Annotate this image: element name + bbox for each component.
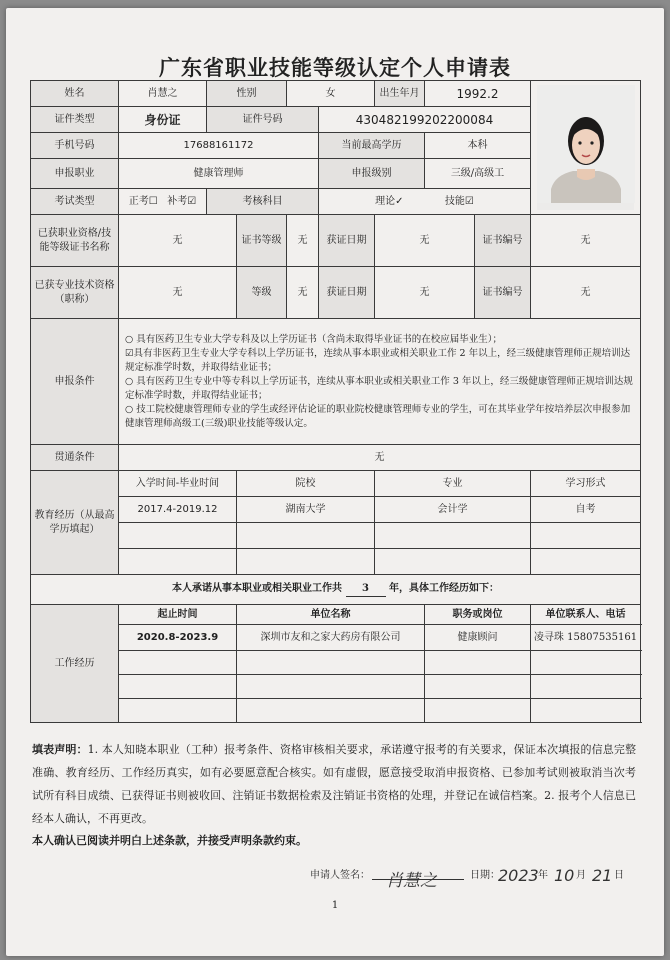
work-history-label: 工作经历 bbox=[31, 605, 119, 723]
work-empty-cell bbox=[119, 651, 237, 675]
commitment-years: 3 bbox=[346, 582, 386, 597]
education-level-value: 本科 bbox=[425, 133, 531, 159]
education-header: 院校 bbox=[237, 471, 375, 497]
work-empty-cell bbox=[425, 675, 531, 699]
professional-title-label: 已获专业技术资格（职称） bbox=[31, 267, 119, 319]
signature-label: 申请人签名： bbox=[310, 870, 370, 881]
qualification-cert-name: 无 bbox=[119, 215, 237, 267]
education-header: 入学时间-毕业时间 bbox=[119, 471, 237, 497]
declaration-head: 填表声明： bbox=[32, 743, 88, 756]
professional-level-label: 等级 bbox=[237, 267, 287, 319]
education-mode: 自考 bbox=[531, 497, 641, 523]
professional-date-label: 获证日期 bbox=[319, 267, 375, 319]
education-empty-cell bbox=[531, 523, 641, 549]
through-label: 贯通条件 bbox=[31, 445, 119, 471]
subject-label: 考核科目 bbox=[207, 189, 319, 215]
education-school: 湖南大学 bbox=[237, 497, 375, 523]
education-empty-cell bbox=[237, 549, 375, 575]
commitment-line bbox=[31, 575, 641, 605]
phone-value: 17688161172 bbox=[119, 133, 319, 159]
date-month: 10 bbox=[554, 866, 575, 885]
education-level-label: 当前最高学历 bbox=[319, 133, 425, 159]
condition-item: ○ 具有医药卫生专业大学专科及以上学历证书（含尚未取得毕业证书的在校应届毕业生）； bbox=[125, 333, 503, 345]
education-empty-cell bbox=[119, 549, 237, 575]
exam-makeup-option: 补考☑ bbox=[167, 195, 197, 207]
conditions-list bbox=[119, 319, 641, 445]
handwritten-signature: 肖慧之 bbox=[386, 871, 437, 891]
education-history-label: 教育经历（从最高学历填起） bbox=[31, 471, 119, 575]
page-number: 1 bbox=[331, 900, 339, 911]
month-suffix: 月 bbox=[576, 870, 586, 881]
date-label: 日期： bbox=[470, 870, 500, 881]
work-header: 单位名称 bbox=[237, 605, 425, 625]
name-value: 肖慧之 bbox=[119, 81, 207, 107]
qualification-cert-label: 已获职业资格/技能等级证书名称 bbox=[31, 215, 119, 267]
condition-item: ○ 技工院校健康管理师专业的学生或经评估论证的职业院校健康管理师专业的学生，可在其毕业学年按培养层次申报参加健康管理师高级工(三级)职业技能等级认定。 bbox=[125, 403, 631, 429]
id-number-label: 证件号码 bbox=[207, 107, 319, 133]
through-value: 无 bbox=[119, 445, 641, 471]
work-empty-cell bbox=[425, 651, 531, 675]
condition-item: ☑具有非医药卫生专业大学专科以上学历证书，连续从事本职业或相关职业工作 2 年以上，经三级健康管理师正规培训达规定标准学时数，并取得结业证书； bbox=[125, 347, 631, 373]
work-header: 起止时间 bbox=[119, 605, 237, 625]
portrait-image bbox=[537, 85, 635, 203]
phone-label: 手机号码 bbox=[31, 133, 119, 159]
declaration-block bbox=[32, 738, 636, 830]
education-header: 专业 bbox=[375, 471, 531, 497]
professional-number-value: 无 bbox=[531, 267, 641, 319]
qualification-date-value: 无 bbox=[375, 215, 475, 267]
day-suffix: 日 bbox=[614, 870, 624, 881]
id-type-label: 证件类型 bbox=[31, 107, 119, 133]
id-number-value: 430482199202200084 bbox=[319, 107, 531, 133]
declaration-text: 1. 本人知晓本职业（工种）报考条件、资格审核相关要求，承诺遵守报考的有关要求，保证本次填报的信息完整准确、教育经历、工作经历真实，如有必要愿意配合核实。如有虚假，愿意接受取消申报资格、已参加考试则被取消当次考试所有科目成绩、已获得证书则被收回、注销证书数据检索及注销证书资格的处理，并登记在诚信档案。2. 报考个人信息已经本人确认，不再更改。 bbox=[32, 743, 636, 825]
gender-label: 性别 bbox=[207, 81, 287, 107]
work-position: 健康顾问 bbox=[425, 625, 531, 651]
exam-regular-option: 正考☐ bbox=[128, 195, 158, 207]
work-empty-cell bbox=[531, 699, 641, 723]
occupation-label: 申报职业 bbox=[31, 159, 119, 189]
work-header: 单位联系人、电话 bbox=[531, 605, 641, 625]
commitment-text: 年，具体工作经历如下： bbox=[388, 583, 499, 594]
education-major: 会计学 bbox=[375, 497, 531, 523]
theory-option: 理论✓ bbox=[375, 195, 404, 207]
work-header: 职务或岗位 bbox=[425, 605, 531, 625]
date-year: 2023 bbox=[498, 866, 539, 885]
subject-value bbox=[319, 189, 531, 215]
professional-number-label: 证书编号 bbox=[475, 267, 531, 319]
work-contact: 凌寻珠 15807535161 bbox=[531, 625, 641, 651]
work-empty-cell bbox=[531, 675, 641, 699]
birth-value: 1992.2 bbox=[425, 81, 531, 107]
work-empty-cell bbox=[119, 699, 237, 723]
education-empty-cell bbox=[119, 523, 237, 549]
photo-cell bbox=[531, 81, 641, 215]
signature-row bbox=[310, 860, 630, 891]
gender-value: 女 bbox=[287, 81, 375, 107]
professional-level-value: 无 bbox=[287, 267, 319, 319]
work-empty-cell bbox=[531, 651, 641, 675]
year-suffix: 年 bbox=[538, 870, 548, 881]
work-company: 深圳市友和之家大药房有限公司 bbox=[237, 625, 425, 651]
education-empty-cell bbox=[375, 549, 531, 575]
education-empty-cell bbox=[237, 523, 375, 549]
form-title: 广东省职业技能等级认定个人申请表 bbox=[159, 56, 511, 80]
work-period: 2020.8-2023.9 bbox=[119, 625, 237, 651]
commitment-text: 本人承诺从事本职业或相关职业工作共 bbox=[172, 583, 343, 594]
education-empty-cell bbox=[531, 549, 641, 575]
conditions-label: 申报条件 bbox=[31, 319, 119, 445]
exam-type-label: 考试类型 bbox=[31, 189, 119, 215]
skill-option: 技能☑ bbox=[444, 195, 474, 207]
qualification-level-label: 证书等级 bbox=[237, 215, 287, 267]
date-day: 21 bbox=[592, 866, 613, 885]
work-empty-cell bbox=[119, 675, 237, 699]
qualification-level-value: 无 bbox=[287, 215, 319, 267]
occupation-value: 健康管理师 bbox=[119, 159, 319, 189]
apply-level-value: 三级/高级工 bbox=[425, 159, 531, 189]
education-header: 学习形式 bbox=[531, 471, 641, 497]
professional-title-name: 无 bbox=[119, 267, 237, 319]
name-label: 姓名 bbox=[31, 81, 119, 107]
exam-type-value bbox=[119, 189, 207, 215]
professional-date-value: 无 bbox=[375, 267, 475, 319]
applicant-photo bbox=[537, 85, 634, 210]
confirm-statement: 本人确认已阅读并明白上述条款，并接受声明条款约束。 bbox=[32, 834, 307, 847]
application-form bbox=[30, 80, 641, 723]
work-empty-cell bbox=[425, 699, 531, 723]
qualification-number-label: 证书编号 bbox=[475, 215, 531, 267]
work-empty-cell bbox=[237, 699, 425, 723]
education-period: 2017.4-2019.12 bbox=[119, 497, 237, 523]
qualification-number-value: 无 bbox=[531, 215, 641, 267]
apply-level-label: 申报级别 bbox=[319, 159, 425, 189]
work-empty-cell bbox=[237, 651, 425, 675]
education-empty-cell bbox=[375, 523, 531, 549]
condition-item: ○ 具有医药卫生专业中等专科以上学历证书，连续从事本职业或相关职业工作 3 年以上，经三级健康管理师正规培训达规定标准学时数，并取得结业证书； bbox=[125, 375, 633, 401]
qualification-date-label: 获证日期 bbox=[319, 215, 375, 267]
id-type-value: 身份证 bbox=[119, 107, 207, 133]
birth-label: 出生年月 bbox=[375, 81, 425, 107]
work-empty-cell bbox=[237, 675, 425, 699]
